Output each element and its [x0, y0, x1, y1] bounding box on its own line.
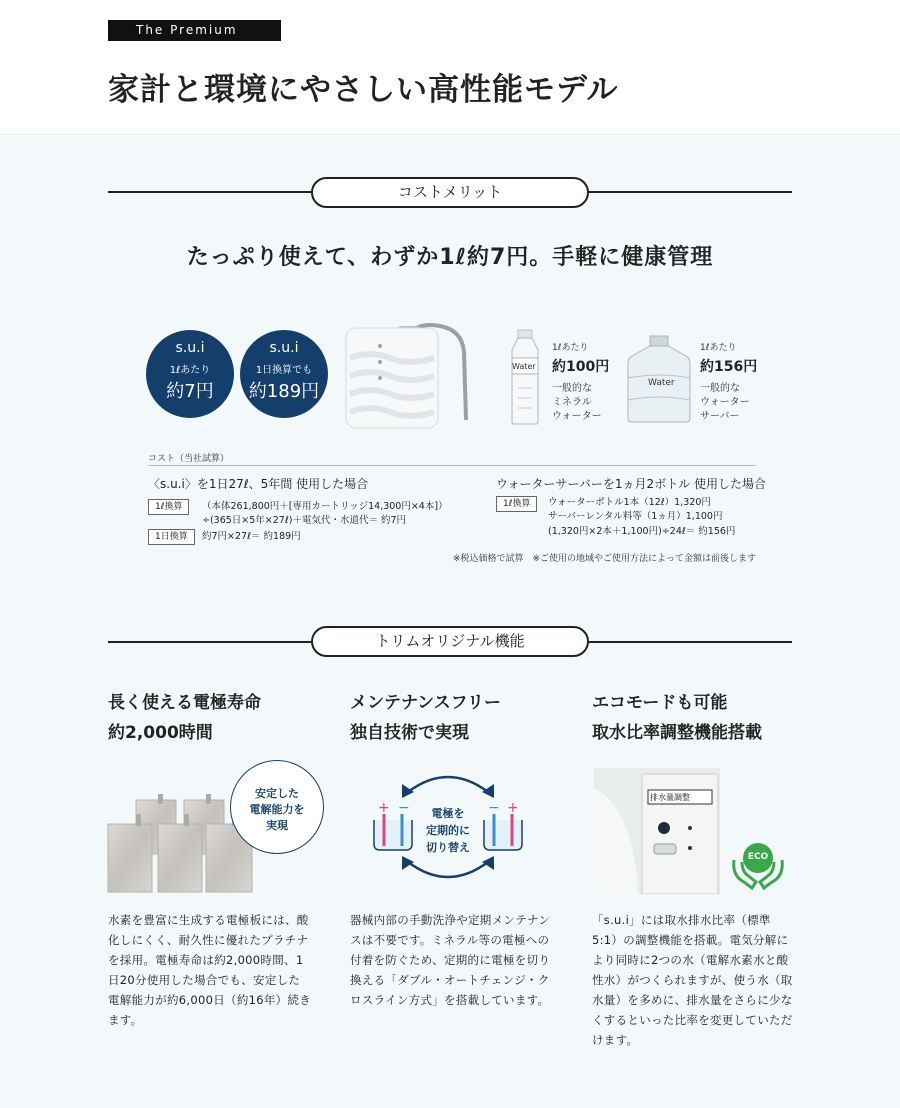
- sui-per-day-circle: [240, 330, 328, 418]
- server-price: 約156円: [700, 359, 758, 375]
- desc-line: ウォーター: [700, 397, 750, 408]
- feature-maintenance-title: [350, 688, 501, 748]
- sui-per-day-box: 1日換算: [148, 529, 195, 545]
- cost-note: ※税込価格で試算 ※ご使用の地域やご使用方法によって金額は前後します: [452, 554, 756, 564]
- desc-line: 一般的な: [700, 383, 740, 394]
- bottle-price: 約100円: [552, 359, 610, 375]
- bubble-line: 電解能力を: [249, 803, 305, 816]
- section-label-cost: コストメリット: [311, 177, 589, 208]
- sui-per-liter-circle: [146, 330, 234, 418]
- server-calc-1: ウォーターボトル1本（12ℓ）1,320円: [548, 497, 711, 508]
- circle-line: 1ℓあたり: [169, 365, 211, 376]
- bubble-line: 実現: [266, 819, 288, 832]
- server-calc-2: サーバーレンタル料等（1ヵ月）1,100円: [548, 511, 723, 522]
- svg-text:+: +: [507, 800, 519, 816]
- feature-eco-title: [592, 688, 762, 748]
- server-per-liter-box: 1ℓ換算: [496, 496, 537, 512]
- auto-change-center-text: [408, 805, 488, 856]
- svg-text:−: −: [398, 800, 410, 816]
- center-line: 定期的に: [426, 824, 470, 837]
- desc-line: 一般的な: [552, 383, 592, 394]
- title-line: 約2,000時間: [108, 723, 213, 743]
- bottle-description: [552, 382, 602, 424]
- drain-panel-label: 排水量調整: [650, 793, 690, 802]
- title-line: 独自技術で実現: [350, 723, 469, 743]
- title-line: エコモードも可能: [592, 693, 728, 713]
- server-per-liter: 1ℓあたり: [700, 343, 737, 353]
- center-line: 電極を: [431, 807, 465, 820]
- feature-eco-text: 「s.u.i」には取水排水比率（標準5:1）の調整機能を搭載。電気分解により同時に2つの水（電解水素水と酸性水）がつくられますが、使う水（取水量）を多めに、排水量をさらに少なくするといった比率を変更していただけます。: [592, 913, 793, 1047]
- bottle-label: Water: [512, 362, 536, 371]
- section-label-trim: トリムオリジナル機能: [311, 626, 589, 657]
- title-line: メンテナンスフリー: [350, 693, 501, 713]
- header: [0, 0, 900, 135]
- eco-hands-icon: [728, 836, 788, 892]
- page-title: 家計と環境にやさしい高性能モデル: [108, 72, 619, 108]
- center-line: 切り替え: [426, 841, 470, 854]
- svg-text:−: −: [488, 800, 500, 816]
- title-line: 長く使える電極寿命: [108, 693, 261, 713]
- desc-line: サーバー: [700, 411, 740, 422]
- eco-badge-text: ECO: [747, 852, 769, 862]
- server-label: Water: [648, 378, 675, 388]
- cost-rule: [148, 465, 756, 466]
- premium-badge: The Premium: [108, 20, 281, 41]
- circle-brand: s.u.i: [175, 340, 205, 356]
- feature-electrode-title: [108, 688, 261, 748]
- drain-adjust-photo: [594, 768, 720, 894]
- circle-price: 約7円: [166, 381, 214, 402]
- cost-catchphrase: たっぷり使えて、わずか1ℓ約7円。手軽に健康管理: [186, 245, 714, 270]
- desc-line: ウォーター: [552, 411, 602, 422]
- server-cost-heading: ウォーターサーバーを1ヵ月2ボトル 使用した場合: [496, 477, 767, 491]
- svg-text:+: +: [378, 800, 390, 816]
- water-ionizer-device-image: [340, 318, 472, 430]
- bubble-line: 安定した: [255, 787, 299, 800]
- sui-per-day-calc: 約7円×27ℓ＝ 約189円: [202, 531, 301, 542]
- circle-line: 1日換算でも: [255, 365, 313, 376]
- electrode-bubble-text: [230, 786, 324, 834]
- sui-per-liter-box: 1ℓ換算: [148, 499, 189, 515]
- title-line: 取水比率調整機能搭載: [592, 723, 762, 743]
- circle-price: 約189円: [248, 381, 320, 402]
- bottle-per-liter: 1ℓあたり: [552, 343, 589, 353]
- feature-electrode-text: 水素を豊富に生成する電極板には、酸化しにくく、耐久性に優れたプラチナを採用。電極寿命は約2,000時間、1日20分使用した場合でも、安定した電解能力が約6,000日（約16年）続きます。: [108, 913, 312, 1027]
- server-description: [700, 382, 750, 424]
- sui-cost-heading: 〈s.u.i〉を1日27ℓ、5年間 使用した場合: [148, 477, 369, 491]
- cost-title: コスト（当社試算）: [148, 454, 230, 464]
- server-calc-3: (1,320円×2本＋1,100円)÷24ℓ＝ 約156円: [548, 526, 736, 537]
- sui-per-liter-calc-2: ÷(365日×5年×27ℓ)＋電気代・水道代＝ 約7円: [202, 515, 407, 526]
- mineral-water-bottle-image: [504, 328, 546, 426]
- sui-per-liter-calc-1: （本体261,800円＋[専用カートリッジ14,300円×4本]）: [202, 501, 448, 512]
- circle-brand: s.u.i: [269, 340, 299, 356]
- feature-maintenance-text: 器械内部の手動洗浄や定期メンテナンスは不要です。ミネラル等の電極への付着を防ぐため、定期的に電極を切り換える「ダブル・オートチェンジ・クロスライン方式」を搭載しています。: [350, 913, 551, 1007]
- desc-line: ミネラル: [552, 397, 592, 408]
